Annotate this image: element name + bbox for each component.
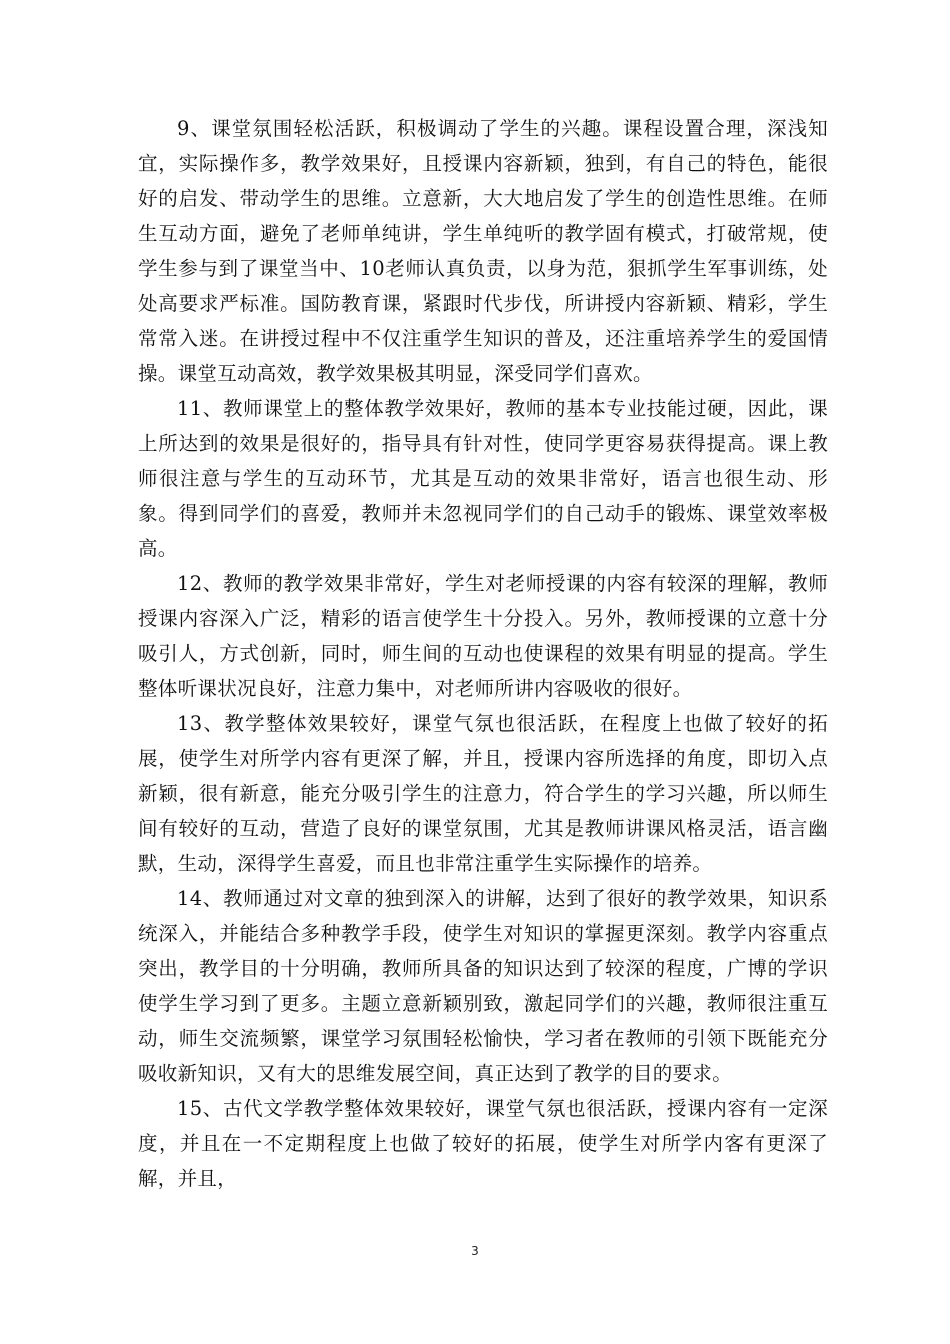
page-number: 3 xyxy=(471,1244,479,1258)
paragraph-12: 12、教师的教学效果非常好，学生对老师授课的内容有较深的理解，教师授课内容深入广泛，精彩的语言使学生十分投入。另外，教师授课的立意十分吸引人，方式创新，同时，师生间的互动也使课程的效果有明显的提高。学生整体听课状况良好，注意力集中，对老师所讲内容吸收的很好。 xyxy=(138,572,828,700)
paragraph-11: 11、教师课堂上的整体教学效果好，教师的基本专业技能过硬，因此，课上所达到的效果是很好的，指导具有针对性，使同学更容易获得提高。课上教师很注意与学生的互动环节，尤其是互动的效果非常好，语言也很生动、形象。得到同学们的喜爱，教师并未忽视同学们的自己动手的锻炼、课堂效率极高。 xyxy=(138,397,828,560)
paragraph-13: 13、教学整体效果较好，课堂气氛也很活跃，在程度上也做了较好的拓展，使学生对所学内容有更深了解，并且，授课内容所选择的角度，即切入点新颖，很有新意，能充分吸引学生的注意力，符合学生的学习兴趣，所以师生间有较好的互动，营造了良好的课堂氛围，尤其是教师讲课风格灵活，语言幽默，生动，深得学生喜爱，而且也非常注重学生实际操作的培养。 xyxy=(138,712,828,875)
document-body xyxy=(138,111,828,1196)
paragraph-14: 14、教师通过对文章的独到深入的讲解，达到了很好的教学效果，知识系统深入，并能结合多种教学手段，使学生对知识的掌握更深刻。教学内容重点突出，教学目的十分明确，教师所具备的知识达到了较深的程度，广博的学识使学生学习到了更多。主题立意新颖别致，激起同学们的兴趣，教师很注重互动，师生交流频繁，课堂学习氛围轻松愉快，学习者在教师的引领下既能充分吸收新知识，又有大的思维发展空间，真正达到了教学的目的要求。 xyxy=(138,887,828,1085)
paragraph-15: 15、古代文学教学整体效果较好，课堂气氛也很活跃，授课内容有一定深度，并且在一不定期程度上也做了较好的拓展，使学生对所学内客有更深了解，并且， xyxy=(138,1097,828,1190)
paragraph-9: 9、课堂氛围轻松活跃，积极调动了学生的兴趣。课程设置合理，深浅知宜，实际操作多，教学效果好，且授课内容新颖，独到，有自己的特色，能很好的启发、带动学生的思维。立意新，大大地启发了学生的创造性思维。在师生互动方面，避免了老师单纯讲，学生单纯听的教学固有模式，打破常规，使学生参与到了课堂当中、10老师认真负责，以身为范，狠抓学生军事训练，处处高要求严标准。国防教育课，紧跟时代步伐，所讲授内容新颖、精彩，学生常常入迷。在讲授过程中不仅注重学生知识的普及，还注重培养学生的爱国情操。课堂互动高效，教学效果极其明显，深受同学们喜欢。 xyxy=(138,117,828,385)
